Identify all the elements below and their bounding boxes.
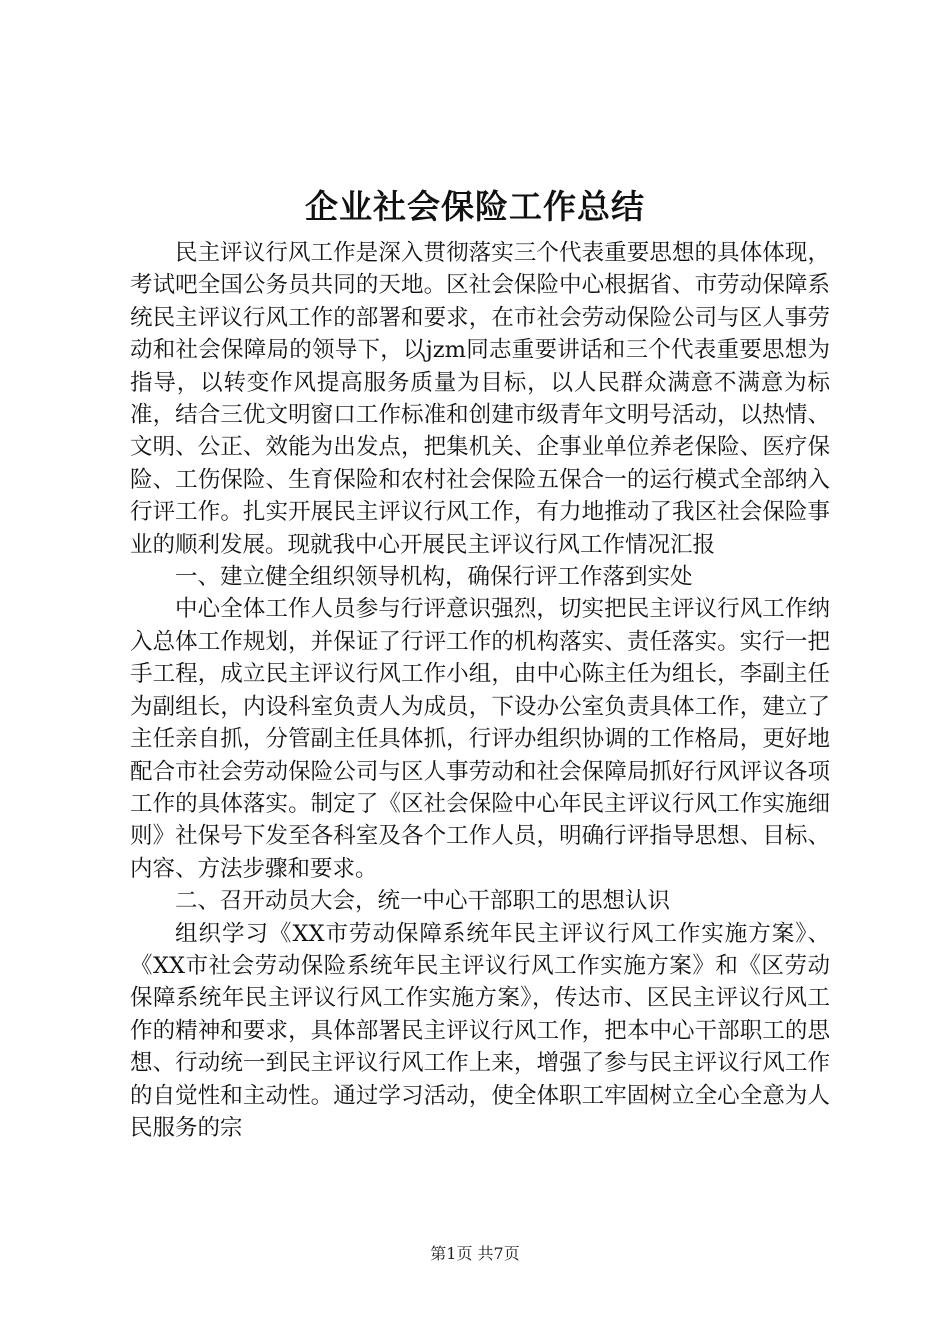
page-footer: 第1页 共7页 bbox=[430, 1244, 520, 1263]
paragraph-section-2: 组织学习《XX市劳动保障系统年民主评议行风工作实施方案》、《XX市社会劳动保险系统年民主评议行风工作实施方案》和《区劳动保障系统年民主评议行风工作实施方案》，传达市、区民主评议行风工作的精神和要求，具体部署民主评议行风工作，把本中心干部职工的思想、行动统一到民主评议行风工作上来，增强了参与民主评议行风工作的自觉性和主动性。通过学习活动，使全体职工牢固树立全心全意为人民服务的宗 bbox=[130, 920, 830, 1141]
document-title: 企业社会保险工作总结 bbox=[305, 187, 645, 226]
section-heading-2: 二、召开动员大会，统一中心干部职工的思想认识 bbox=[175, 888, 671, 915]
section-heading-1: 一、建立健全组织领导机构，确保行评工作落到实处 bbox=[175, 564, 693, 591]
paragraph-intro: 民主评议行风工作是深入贯彻落实三个代表重要思想的具体体现，考试吧全国公务员共同的天地。区社会保险中心根据省、市劳动保障系统民主评议行风工作的部署和要求，在市社会劳动保险公司与区人事劳动和社会保障局的领导下，以jzm同志重要讲话和三个代表重要思想为指导，以转变作风提高服务质量为目标，以人民群众满意不满意为标准，结合三优文明窗口工作标准和创建市级青年文明号活动，以热情、文明、公正、效能为出发点，把集机关、企事业单位养老保险、医疗保险、工伤保险、生育保险和农村社会保险五保合一的运行模式全部纳入行评工作。扎实开展民主评议行风工作，有力地推动了我区社会保险事业的顺利发展。现就我中心开展民主评议行风工作情况汇报 bbox=[130, 240, 830, 558]
paragraph-section-1: 中心全体工作人员参与行评意识强烈，切实把民主评议行风工作纳入总体工作规划，并保证了行评工作的机构落实、责任落实。实行一把手工程，成立民主评议行风工作小组，由中心陈主任为组长，李副主任为副组长，内设科室负责人为成员，下设办公室负责具体工作，建立了主任亲自抓，分管副主任具体抓，行评办组织协调的工作格局，更好地配合市社会劳动保险公司与区人事劳动和社会保障局抓好行风评议各项工作的具体落实。制定了《区社会保险中心年民主评议行风工作实施细则》社保号下发至各科室及各个工作人员，明确行评指导思想、目标、内容、方法步骤和要求。 bbox=[130, 596, 830, 882]
document-body bbox=[130, 237, 830, 1144]
